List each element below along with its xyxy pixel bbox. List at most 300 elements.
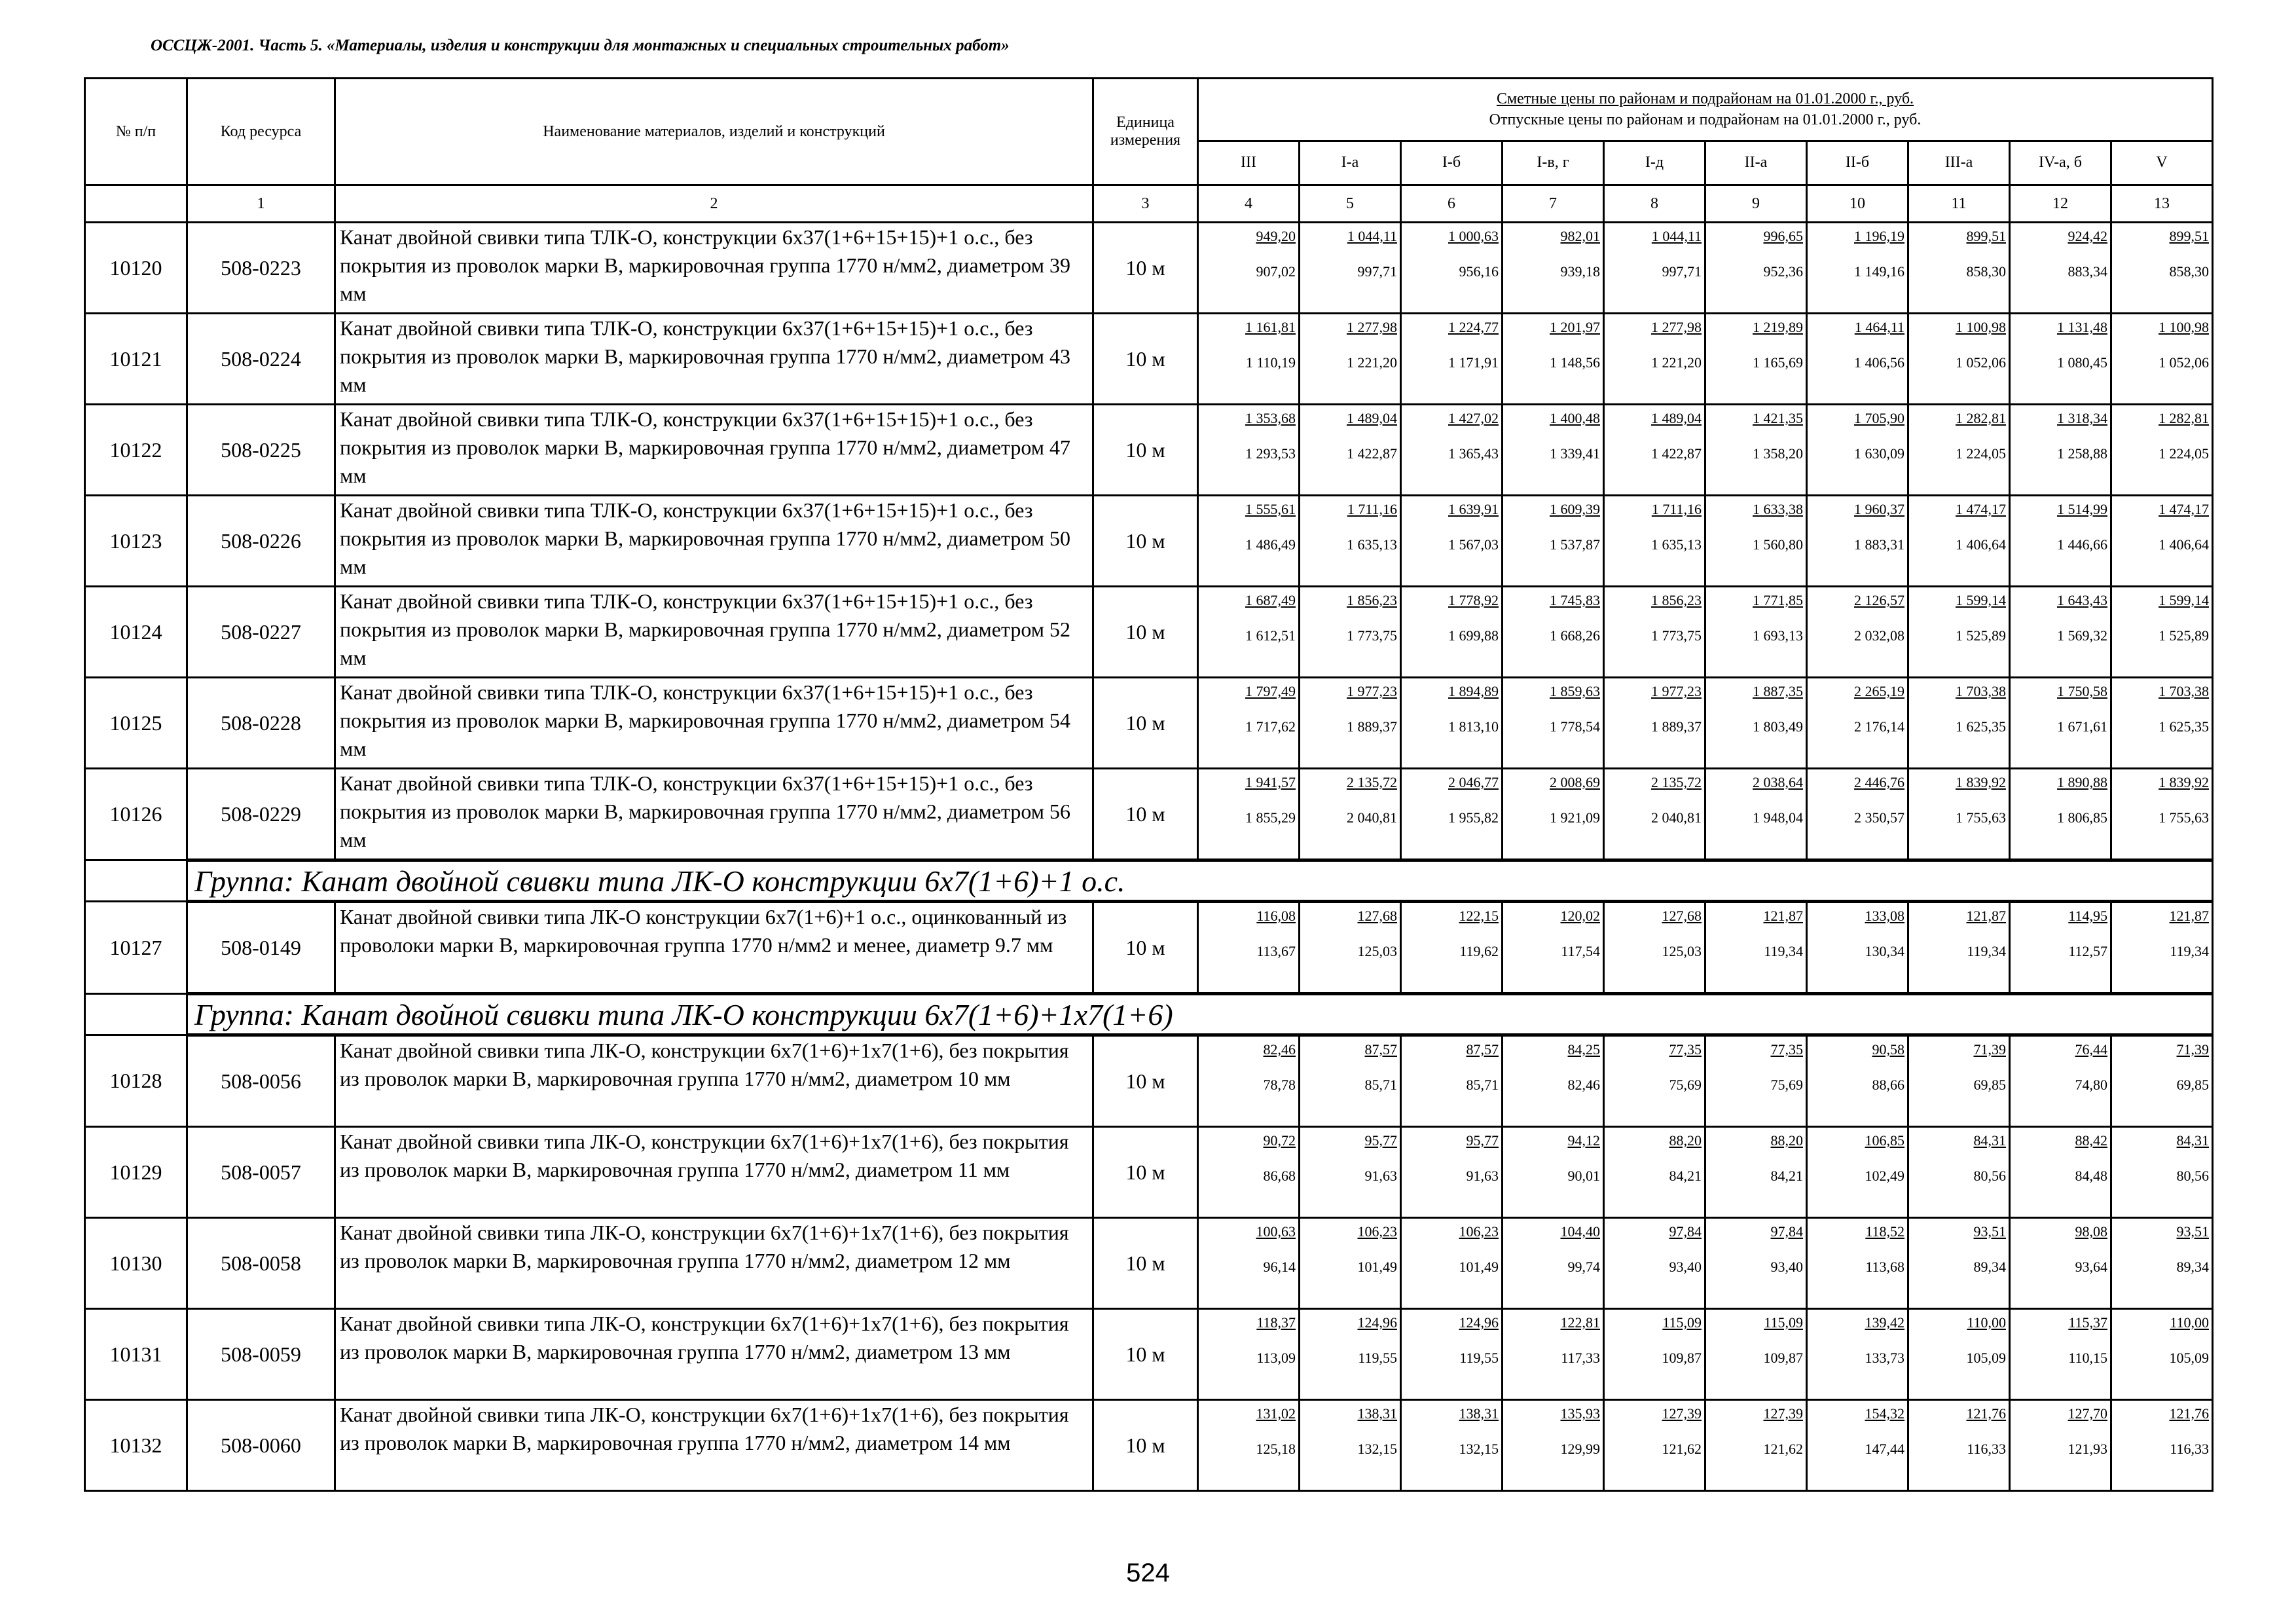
release-price: 2 040,81 xyxy=(1651,809,1702,826)
estimate-price: 135,93 xyxy=(1560,1405,1600,1422)
column-number: 6 xyxy=(1401,185,1503,223)
release-price: 119,55 xyxy=(1358,1350,1397,1366)
price-cell xyxy=(1908,1309,2010,1400)
row-number: 10121 xyxy=(85,314,187,405)
release-price: 84,48 xyxy=(2075,1168,2107,1184)
estimate-price: 1 887,35 xyxy=(1753,683,1803,699)
estimate-price: 121,87 xyxy=(1763,908,1803,924)
price-cell xyxy=(1604,1127,1705,1218)
price-cell xyxy=(1300,902,1401,994)
material-name: Канат двойной свивки типа ЛК-О, конструкции 6х7(1+6)+1х7(1+6), без покрытия из проволок марки В, маркировочная группа 1770 н/мм2, диаметром 10 мм xyxy=(335,1035,1093,1127)
unit: 10 м xyxy=(1093,1035,1198,1127)
estimate-price: 138,31 xyxy=(1357,1405,1397,1422)
region-header: V xyxy=(2111,141,2213,185)
estimate-price: 2 265,19 xyxy=(1854,683,1904,699)
release-price: 956,16 xyxy=(1459,263,1499,280)
release-price: 74,80 xyxy=(2075,1077,2107,1093)
release-price: 1 422,87 xyxy=(1651,445,1702,462)
price-cell xyxy=(1401,902,1503,994)
region-header: III xyxy=(1198,141,1300,185)
column-number: 8 xyxy=(1604,185,1705,223)
release-price: 1 293,53 xyxy=(1245,445,1296,462)
table-row xyxy=(85,769,2213,860)
release-price: 109,87 xyxy=(1662,1350,1702,1366)
estimate-price: 1 599,14 xyxy=(2159,592,2210,608)
estimate-price: 1 633,38 xyxy=(1753,501,1803,517)
estimate-price: 100,63 xyxy=(1256,1223,1296,1240)
estimate-price: 88,42 xyxy=(2075,1132,2107,1149)
estimate-price: 1 894,89 xyxy=(1448,683,1499,699)
estimate-price: 1 977,23 xyxy=(1347,683,1397,699)
running-title: ОССЦЖ-2001. Часть 5. «Материалы, изделия и конструкции для монтажных и специальных строительных работ» xyxy=(151,37,1010,54)
release-price: 85,71 xyxy=(1466,1077,1499,1093)
price-cell xyxy=(1807,769,1908,860)
estimate-price: 121,87 xyxy=(2169,908,2210,924)
release-price: 119,55 xyxy=(1459,1350,1499,1366)
release-price: 116,33 xyxy=(1967,1441,2006,1457)
price-cell xyxy=(2111,1127,2213,1218)
price-cell xyxy=(2111,678,2213,769)
unit: 10 м xyxy=(1093,496,1198,587)
price-cell xyxy=(2111,314,2213,405)
release-price: 883,34 xyxy=(2068,263,2107,280)
release-price: 1 699,88 xyxy=(1448,627,1499,644)
release-price: 84,21 xyxy=(1770,1168,1803,1184)
release-price: 84,21 xyxy=(1669,1168,1702,1184)
estimate-price: 88,20 xyxy=(1669,1132,1702,1149)
estimate-price: 1 000,63 xyxy=(1448,228,1499,244)
estimate-price: 1 489,04 xyxy=(1347,410,1397,426)
price-cell xyxy=(1604,587,1705,678)
header-unit: Единица измерения xyxy=(1093,79,1198,185)
table-row xyxy=(85,223,2213,314)
price-cell xyxy=(2010,314,2111,405)
price-cell xyxy=(1705,1127,1807,1218)
table-row xyxy=(85,1035,2213,1127)
release-price: 1 446,66 xyxy=(2057,536,2107,553)
estimate-price: 1 489,04 xyxy=(1651,410,1702,426)
price-cell xyxy=(1401,678,1503,769)
release-price: 86,68 xyxy=(1263,1168,1296,1184)
estimate-price: 127,70 xyxy=(2068,1405,2107,1422)
release-price: 69,85 xyxy=(1973,1077,2006,1093)
column-number: 3 xyxy=(1093,185,1198,223)
price-cell xyxy=(1807,1127,1908,1218)
estimate-price: 124,96 xyxy=(1357,1314,1397,1331)
price-cell xyxy=(1604,223,1705,314)
price-cell xyxy=(1705,1400,1807,1491)
row-number: 10132 xyxy=(85,1400,187,1491)
price-cell xyxy=(2010,1400,2111,1491)
release-price: 75,69 xyxy=(1770,1077,1803,1093)
resource-code: 508-0223 xyxy=(187,223,335,314)
price-cell xyxy=(1705,314,1807,405)
release-price: 78,78 xyxy=(1263,1077,1296,1093)
material-name: Канат двойной свивки типа ЛК-О, конструкции 6х7(1+6)+1х7(1+6), без покрытия из проволок марки В, маркировочная группа 1770 н/мм2, диаметром 12 мм xyxy=(335,1218,1093,1309)
resource-code: 508-0058 xyxy=(187,1218,335,1309)
estimate-price: 124,96 xyxy=(1459,1314,1499,1331)
price-cell xyxy=(1908,1127,2010,1218)
estimate-price: 1 400,48 xyxy=(1550,410,1600,426)
release-price: 121,93 xyxy=(2068,1441,2107,1457)
column-number: 2 xyxy=(335,185,1093,223)
price-cell xyxy=(2010,223,2111,314)
estimate-price: 93,51 xyxy=(2176,1223,2210,1240)
price-cell xyxy=(1300,496,1401,587)
estimate-price: 88,20 xyxy=(1770,1132,1803,1149)
estimate-price: 106,23 xyxy=(1459,1223,1499,1240)
price-cell xyxy=(1198,678,1300,769)
estimate-price: 1 856,23 xyxy=(1347,592,1397,608)
estimate-price: 1 890,88 xyxy=(2057,774,2107,790)
release-price: 1 635,13 xyxy=(1347,536,1397,553)
release-price: 125,03 xyxy=(1662,943,1702,959)
price-cell xyxy=(1807,223,1908,314)
release-price: 133,73 xyxy=(1865,1350,1904,1366)
release-price: 1 165,69 xyxy=(1753,354,1803,371)
price-cell xyxy=(1198,1035,1300,1127)
release-price: 102,49 xyxy=(1865,1168,1904,1184)
column-number: 9 xyxy=(1705,185,1807,223)
estimate-price: 899,51 xyxy=(1966,228,2006,244)
unit: 10 м xyxy=(1093,223,1198,314)
price-cell xyxy=(2111,223,2213,314)
price-cell xyxy=(2111,902,2213,994)
release-price: 1 612,51 xyxy=(1245,627,1296,644)
header-estimate-prices: Сметные цены по районам и подрайонам на 01.01.2000 г., руб. xyxy=(1496,90,1914,107)
release-price: 69,85 xyxy=(2176,1077,2210,1093)
row-number: 10120 xyxy=(85,223,187,314)
estimate-price: 1 797,49 xyxy=(1245,683,1296,699)
estimate-price: 93,51 xyxy=(1973,1223,2006,1240)
price-cell xyxy=(1503,314,1604,405)
price-cell xyxy=(2111,769,2213,860)
price-cell xyxy=(1807,587,1908,678)
release-price: 1 422,87 xyxy=(1347,445,1397,462)
release-price: 1 080,45 xyxy=(2057,354,2107,371)
price-cell xyxy=(1198,223,1300,314)
estimate-price: 1 219,89 xyxy=(1753,319,1803,335)
price-cell xyxy=(1300,405,1401,496)
price-cell xyxy=(1604,678,1705,769)
release-price: 1 171,91 xyxy=(1448,354,1499,371)
estimate-price: 115,09 xyxy=(1662,1314,1702,1331)
price-cell xyxy=(2010,1309,2111,1400)
estimate-price: 1 771,85 xyxy=(1753,592,1803,608)
estimate-price: 1 044,11 xyxy=(1651,228,1702,244)
row-number: 10126 xyxy=(85,769,187,860)
price-cell xyxy=(1503,1127,1604,1218)
estimate-price: 1 282,81 xyxy=(1956,410,2006,426)
estimate-price: 2 038,64 xyxy=(1753,774,1803,790)
estimate-price: 1 750,58 xyxy=(2057,683,2107,699)
price-cell xyxy=(1198,1400,1300,1491)
price-cell xyxy=(2111,1035,2213,1127)
estimate-price: 1 514,99 xyxy=(2057,501,2107,517)
estimate-price: 899,51 xyxy=(2169,228,2210,244)
release-price: 113,67 xyxy=(1256,943,1296,959)
price-cell xyxy=(1908,678,2010,769)
release-price: 858,30 xyxy=(1966,263,2006,280)
price-cell xyxy=(1300,1127,1401,1218)
release-price: 116,33 xyxy=(2170,1441,2210,1457)
estimate-price: 114,95 xyxy=(2068,908,2107,924)
page-number: 524 xyxy=(1126,1559,1170,1587)
estimate-price: 98,08 xyxy=(2075,1223,2107,1240)
price-cell xyxy=(1604,496,1705,587)
price-cell xyxy=(1604,314,1705,405)
estimate-price: 82,46 xyxy=(1263,1041,1296,1058)
estimate-price: 127,68 xyxy=(1357,908,1397,924)
price-cell xyxy=(1503,1218,1604,1309)
estimate-price: 1 839,92 xyxy=(2159,774,2210,790)
material-name: Канат двойной свивки типа ТЛК-О, конструкции 6х37(1+6+15+15)+1 о.с., без покрытия из проволок марки В, маркировочная группа 1770 н/мм2, диаметром 43 мм xyxy=(335,314,1093,405)
column-number: 12 xyxy=(2010,185,2111,223)
table-row xyxy=(85,314,2213,405)
estimate-price: 1 643,43 xyxy=(2057,592,2107,608)
unit: 10 м xyxy=(1093,1127,1198,1218)
release-price: 129,99 xyxy=(1560,1441,1600,1457)
estimate-price: 90,58 xyxy=(1872,1041,1904,1058)
release-price: 1 671,61 xyxy=(2057,718,2107,735)
price-cell xyxy=(1908,1400,2010,1491)
estimate-price: 71,39 xyxy=(1973,1041,2006,1058)
release-price: 119,62 xyxy=(1459,943,1499,959)
group-row xyxy=(85,994,2213,1035)
estimate-price: 2 135,72 xyxy=(1651,774,1702,790)
price-cell xyxy=(1807,1400,1908,1491)
estimate-price: 121,76 xyxy=(1966,1405,2006,1422)
release-price: 1 948,04 xyxy=(1753,809,1803,826)
estimate-price: 1 427,02 xyxy=(1448,410,1499,426)
price-cell xyxy=(1503,496,1604,587)
price-cell xyxy=(1300,1218,1401,1309)
header-name: Наименование материалов, изделий и конструкций xyxy=(335,79,1093,185)
price-cell xyxy=(1503,678,1604,769)
price-cell xyxy=(1503,223,1604,314)
price-cell xyxy=(1705,223,1807,314)
price-cell xyxy=(1300,1035,1401,1127)
price-cell xyxy=(2111,587,2213,678)
estimate-price: 1 599,14 xyxy=(1956,592,2006,608)
estimate-price: 1 778,92 xyxy=(1448,592,1499,608)
estimate-price: 1 318,34 xyxy=(2057,410,2107,426)
estimate-price: 2 446,76 xyxy=(1854,774,1904,790)
estimate-price: 2 126,57 xyxy=(1854,592,1904,608)
unit: 10 м xyxy=(1093,587,1198,678)
price-cell xyxy=(1705,405,1807,496)
table-row xyxy=(85,1127,2213,1218)
estimate-price: 1 100,98 xyxy=(2159,319,2210,335)
price-cell xyxy=(1401,314,1503,405)
estimate-price: 1 941,57 xyxy=(1245,774,1296,790)
estimate-price: 1 224,77 xyxy=(1448,319,1499,335)
release-price: 121,62 xyxy=(1763,1441,1803,1457)
resource-code: 508-0228 xyxy=(187,678,335,769)
estimate-price: 97,84 xyxy=(1770,1223,1803,1240)
estimate-price: 2 135,72 xyxy=(1347,774,1397,790)
resource-code: 508-0149 xyxy=(187,902,335,994)
price-cell xyxy=(1604,769,1705,860)
estimate-price: 118,37 xyxy=(1256,1314,1296,1331)
price-cell xyxy=(1401,1035,1503,1127)
price-cell xyxy=(1705,1035,1807,1127)
price-cell xyxy=(1908,1035,2010,1127)
release-price: 1 052,06 xyxy=(2159,354,2210,371)
price-cell xyxy=(1300,678,1401,769)
release-price: 93,64 xyxy=(2075,1259,2107,1275)
price-cell xyxy=(1705,769,1807,860)
release-price: 132,15 xyxy=(1459,1441,1499,1457)
release-price: 1 221,20 xyxy=(1651,354,1702,371)
estimate-price: 1 609,39 xyxy=(1550,501,1600,517)
price-cell xyxy=(1401,405,1503,496)
resource-code: 508-0059 xyxy=(187,1309,335,1400)
row-number: 10125 xyxy=(85,678,187,769)
release-price: 1 406,64 xyxy=(2159,536,2210,553)
price-cell xyxy=(1198,1127,1300,1218)
estimate-price: 996,65 xyxy=(1763,228,1803,244)
estimate-price: 94,12 xyxy=(1567,1132,1600,1149)
release-price: 1 889,37 xyxy=(1347,718,1397,735)
release-price: 1 883,31 xyxy=(1854,536,1904,553)
release-price: 1 625,35 xyxy=(2159,718,2210,735)
release-price: 113,68 xyxy=(1865,1259,1904,1275)
table-row xyxy=(85,496,2213,587)
estimate-price: 1 555,61 xyxy=(1245,501,1296,517)
material-name: Канат двойной свивки типа ТЛК-О, конструкции 6х37(1+6+15+15)+1 о.с., без покрытия из проволок марки В, маркировочная группа 1770 н/мм2, диаметром 52 мм xyxy=(335,587,1093,678)
price-cell xyxy=(1503,1309,1604,1400)
release-price: 939,18 xyxy=(1560,263,1600,280)
unit: 10 м xyxy=(1093,405,1198,496)
release-price: 1 889,37 xyxy=(1651,718,1702,735)
price-cell xyxy=(1401,1127,1503,1218)
estimate-price: 121,76 xyxy=(2169,1405,2210,1422)
region-header: I-б xyxy=(1401,141,1503,185)
release-price: 113,09 xyxy=(1256,1350,1296,1366)
material-name: Канат двойной свивки типа ТЛК-О, конструкции 6х37(1+6+15+15)+1 о.с., без покрытия из проволок марки В, маркировочная группа 1770 н/мм2, диаметром 54 мм xyxy=(335,678,1093,769)
estimate-price: 77,35 xyxy=(1669,1041,1702,1058)
estimate-price: 1 711,16 xyxy=(1347,501,1397,517)
estimate-price: 90,72 xyxy=(1263,1132,1296,1149)
unit: 10 м xyxy=(1093,314,1198,405)
estimate-price: 84,31 xyxy=(1973,1132,2006,1149)
row-number: 10127 xyxy=(85,902,187,994)
header-release-prices: Отпускные цены по районам и подрайонам на 01.01.2000 г., руб. xyxy=(1489,111,1922,128)
price-cell xyxy=(2010,769,2111,860)
release-price: 1 149,16 xyxy=(1854,263,1904,280)
row-number: 10128 xyxy=(85,1035,187,1127)
price-cell xyxy=(1807,405,1908,496)
release-price: 1 358,20 xyxy=(1753,445,1803,462)
price-cell xyxy=(1807,678,1908,769)
material-name: Канат двойной свивки типа ЛК-О конструкции 6х7(1+6)+1 о.с., оцинкованный из проволоки марки В, маркировочная группа 1770 н/мм2 и менее, диаметр 9.7 мм xyxy=(335,902,1093,994)
estimate-price: 1 977,23 xyxy=(1651,683,1702,699)
price-cell xyxy=(1503,1400,1604,1491)
material-name: Канат двойной свивки типа ТЛК-О, конструкции 6х37(1+6+15+15)+1 о.с., без покрытия из проволок марки В, маркировочная группа 1770 н/мм2, диаметром 47 мм xyxy=(335,405,1093,496)
price-cell xyxy=(1908,902,2010,994)
estimate-price: 982,01 xyxy=(1560,228,1600,244)
price-cell xyxy=(1300,314,1401,405)
price-cell xyxy=(1604,1309,1705,1400)
price-cell xyxy=(1604,1218,1705,1309)
price-cell xyxy=(2010,587,2111,678)
table-row xyxy=(85,405,2213,496)
header-num: № п/п xyxy=(85,79,187,185)
estimate-price: 1 464,11 xyxy=(1854,319,1904,335)
material-name: Канат двойной свивки типа ЛК-О, конструкции 6х7(1+6)+1х7(1+6), без покрытия из проволок марки В, маркировочная группа 1770 н/мм2, диаметром 13 мм xyxy=(335,1309,1093,1400)
estimate-price: 116,08 xyxy=(1256,908,1296,924)
price-cell xyxy=(1604,902,1705,994)
estimate-price: 87,57 xyxy=(1364,1041,1397,1058)
estimate-price: 1 282,81 xyxy=(2159,410,2210,426)
column-number: 10 xyxy=(1807,185,1908,223)
release-price: 1 755,63 xyxy=(2159,809,2210,826)
unit: 10 м xyxy=(1093,1218,1198,1309)
price-cell xyxy=(1300,1400,1401,1491)
header-code: Код ресурса xyxy=(187,79,335,185)
estimate-price: 120,02 xyxy=(1560,908,1600,924)
region-header: II-а xyxy=(1705,141,1807,185)
price-cell xyxy=(1300,223,1401,314)
estimate-price: 127,39 xyxy=(1662,1405,1702,1422)
release-price: 99,74 xyxy=(1567,1259,1600,1275)
estimate-price: 924,42 xyxy=(2068,228,2107,244)
estimate-price: 95,77 xyxy=(1466,1132,1499,1149)
resource-code: 508-0229 xyxy=(187,769,335,860)
release-price: 119,34 xyxy=(1764,943,1803,959)
estimate-price: 127,68 xyxy=(1662,908,1702,924)
release-price: 1 569,32 xyxy=(2057,627,2107,644)
unit: 10 м xyxy=(1093,769,1198,860)
release-price: 1 525,89 xyxy=(2159,627,2210,644)
release-price: 110,15 xyxy=(2068,1350,2107,1366)
unit: 10 м xyxy=(1093,1309,1198,1400)
price-cell xyxy=(1807,1309,1908,1400)
release-price: 1 803,49 xyxy=(1753,718,1803,735)
estimate-price: 87,57 xyxy=(1466,1041,1499,1058)
release-price: 1 148,56 xyxy=(1550,354,1600,371)
estimate-price: 1 421,35 xyxy=(1753,410,1803,426)
price-cell xyxy=(1908,405,2010,496)
release-price: 1 560,80 xyxy=(1753,536,1803,553)
price-cell xyxy=(2111,1400,2213,1491)
price-cell xyxy=(2010,1127,2111,1218)
release-price: 1 221,20 xyxy=(1347,354,1397,371)
release-price: 1 630,09 xyxy=(1854,445,1904,462)
row-number: 10130 xyxy=(85,1218,187,1309)
release-price: 1 224,05 xyxy=(1956,445,2006,462)
release-price: 1 773,75 xyxy=(1347,627,1397,644)
release-price: 125,18 xyxy=(1256,1441,1296,1457)
column-number: 11 xyxy=(1908,185,2010,223)
column-number: 13 xyxy=(2111,185,2213,223)
region-header: I-а xyxy=(1300,141,1401,185)
price-cell xyxy=(1503,902,1604,994)
release-price: 1 365,43 xyxy=(1448,445,1499,462)
material-name: Канат двойной свивки типа ЛК-О, конструкции 6х7(1+6)+1х7(1+6), без покрытия из проволок марки В, маркировочная группа 1770 н/мм2, диаметром 11 мм xyxy=(335,1127,1093,1218)
price-cell xyxy=(1300,1309,1401,1400)
estimate-price: 1 277,98 xyxy=(1651,319,1702,335)
resource-code: 508-0060 xyxy=(187,1400,335,1491)
group-row xyxy=(85,860,2213,902)
estimate-price: 1 703,38 xyxy=(2159,683,2210,699)
resource-code: 508-0227 xyxy=(187,587,335,678)
price-cell xyxy=(1198,496,1300,587)
release-price: 1 567,03 xyxy=(1448,536,1499,553)
release-price: 1 778,54 xyxy=(1550,718,1600,735)
estimate-price: 1 839,92 xyxy=(1956,774,2006,790)
